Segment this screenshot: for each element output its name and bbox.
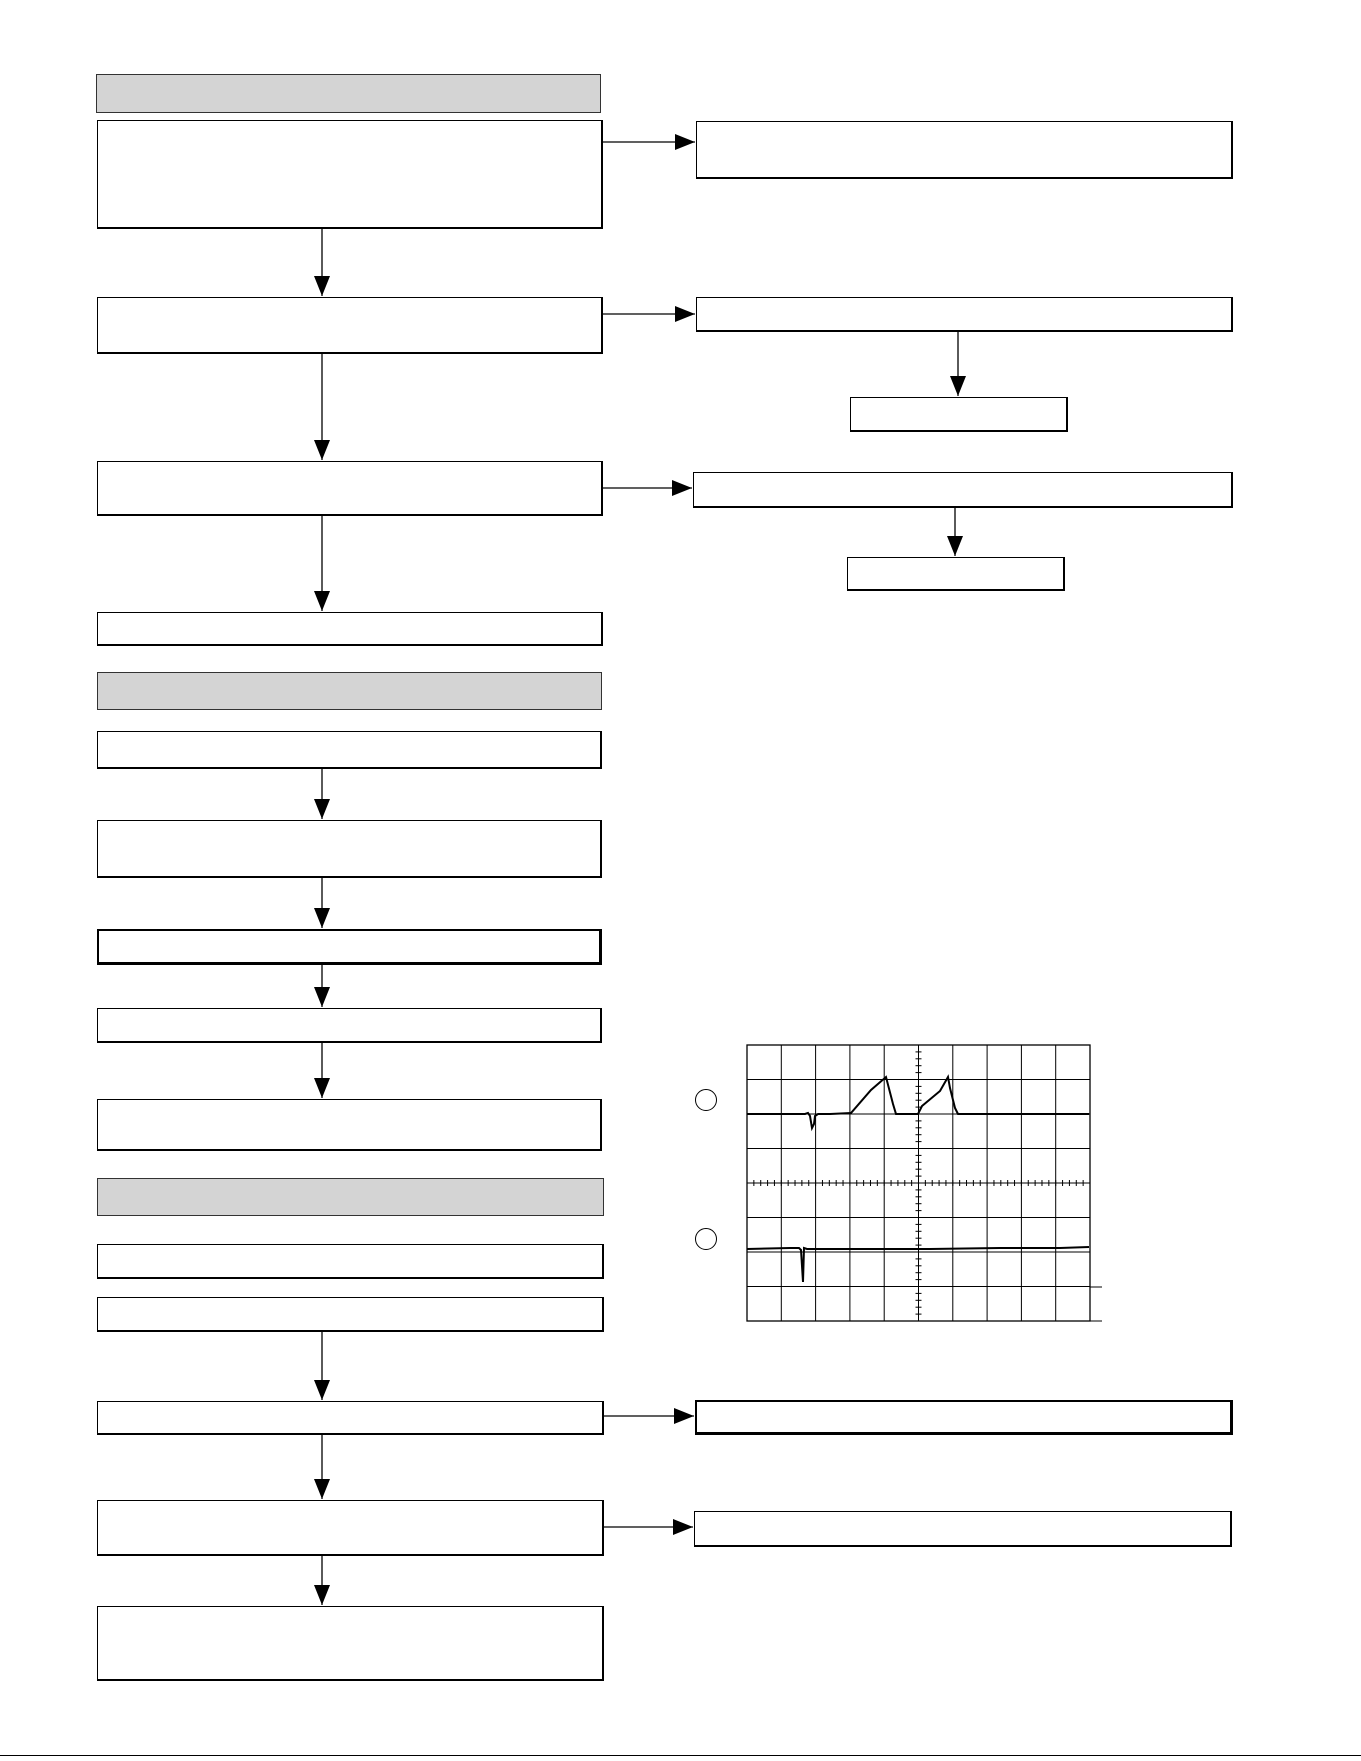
waveform-grid — [747, 1045, 1102, 1321]
page-bottom-rule — [0, 1755, 1361, 1756]
